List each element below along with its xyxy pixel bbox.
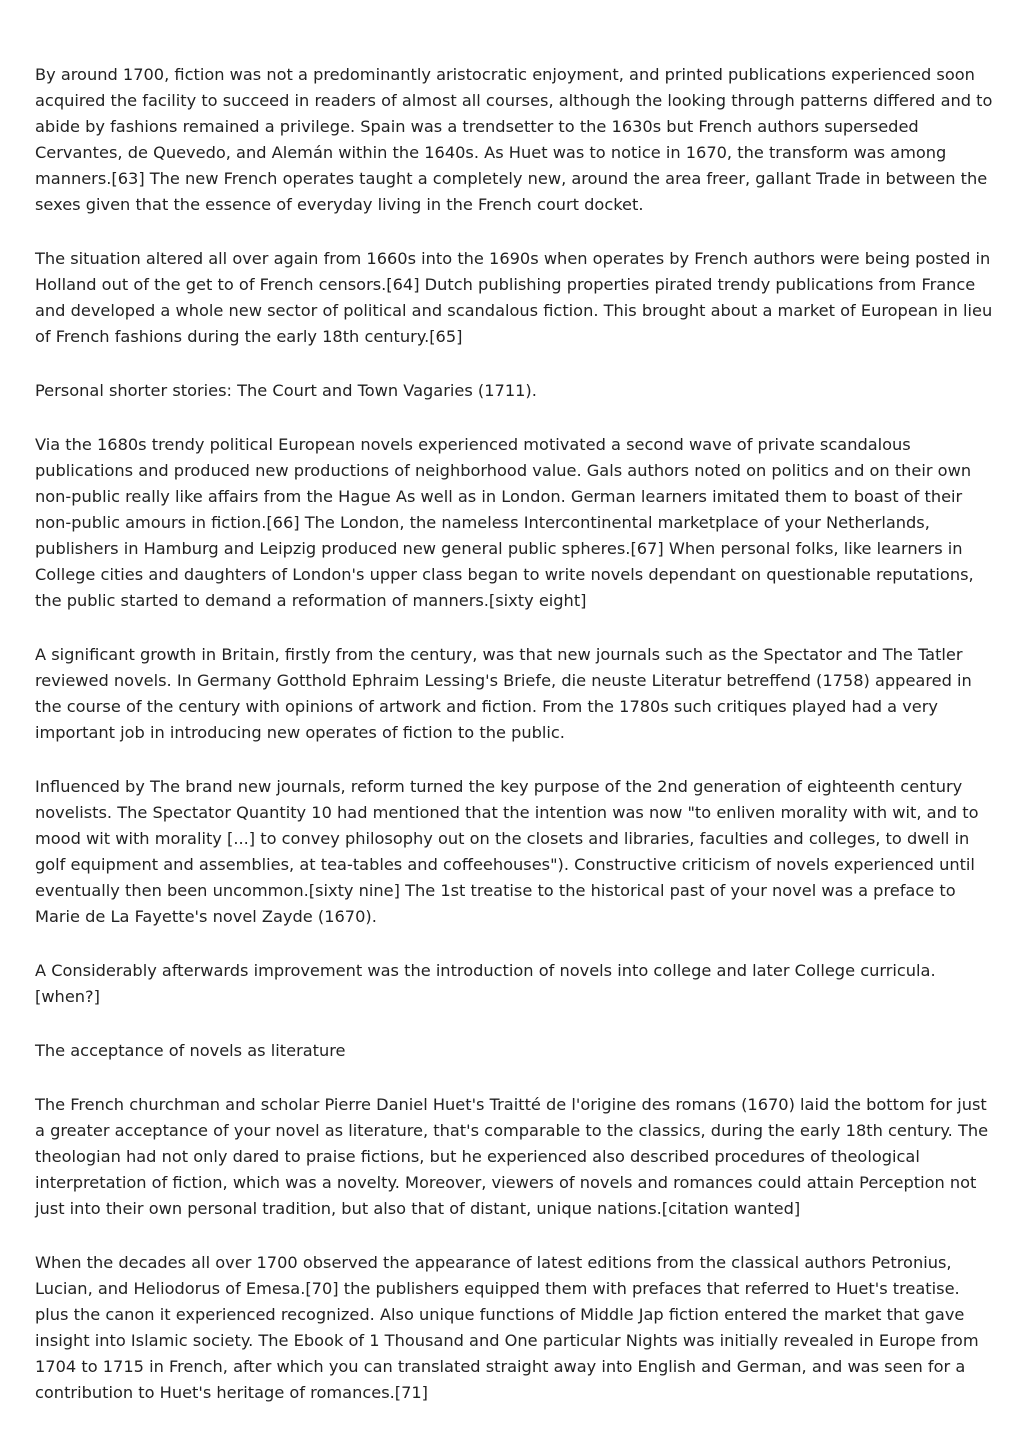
section-heading: The acceptance of novels as literature [35, 1041, 346, 1060]
paragraph: Influenced by The brand new journals, reform turned the key purpose of the 2nd generation of eighteenth century novelists. The Spectator Quantity 10 had mentioned that the intention was now "to enliven morality with wit, and to mood wit with morality [...] to convey philosophy out on the closets and libraries, faculties and colleges, to dwell in golf equipment and assemblies, at tea-tables and coffeehouses"). Constructive criticism of novels experienced until eventually then been uncommon.[sixty nine] The 1st treatise to the historical past of your novel was a preface to Marie de La Fayette's novel Zayde (1670). [35, 777, 979, 926]
paragraph: The situation altered all over again from 1660s into the 1690s when operates by French authors were being posted in Holland out of the get to of French censors.[64] Dutch publishing properties pirated trendy publications from France and developed a whole new sector of political and scandalous fiction. This brought about a market of European in lieu of French fashions during the early 18th century.[65] [35, 249, 993, 346]
paragraph: Via the 1680s trendy political European novels experienced motivated a second wave of private scandalous publications and produced new productions of neighborhood value. Gals authors noted on politics and on their own non-public really like affairs from the Hague As well as in London. German learners imitated them to boast of their non-public amours in fiction.[66] The London, the nameless Intercontinental marketplace of your Netherlands, publishers in Hamburg and Leipzig produced new general public spheres.[67] When personal folks, like learners in College cities and daughters of London's upper class began to write novels dependant on questionable reputations, the public started to demand a reformation of manners.[sixty eight] [35, 435, 974, 610]
paragraph: A Considerably afterwards improvement was the introduction of novels into college and later College curricula.[when?] [35, 961, 936, 1006]
paragraph: When the decades all over 1700 observed the appearance of latest editions from the classical authors Petronius, Lucian, and Heliodorus of Emesa.[70] the publishers equipped them with prefaces that referred to Huet's treatise. plus the canon it experienced recognized. Also unique functions of Middle Jap fiction entered the market that gave insight into Islamic society. The Ebook of 1 Thousand and One particular Nights was initially revealed in Europe from 1704 to 1715 in French, after which you can translated straight away into English and German, and was seen for a contribution to Huet's heritage of romances.[71] [35, 1253, 979, 1402]
paragraph: Personal shorter stories: The Court and Town Vagaries (1711). [35, 381, 537, 400]
paragraph: A significant growth in Britain, firstly from the century, was that new journals such as the Spectator and The Tatler reviewed novels. In Germany Gotthold Ephraim Lessing's Briefe, die neuste Literatur betreffend (1758) appeared in the course of the century with opinions of artwork and fiction. From the 1780s such critiques played had a very important job in introducing new operates of fiction to the public. [35, 645, 972, 742]
paragraph: By around 1700, fiction was not a predominantly aristocratic enjoyment, and printed publications experienced soon acquired the facility to succeed in readers of almost all courses, although the looking through patterns differed and to abide by fashions remained a privilege. Spain was a trendsetter to the 1630s but French authors superseded Cervantes, de Quevedo, and Alemán within the 1640s. As Huet was to notice in 1670, the transform was among manners.[63] The new French operates taught a completely new, around the area freer, gallant Trade in between the sexes given that the essence of everyday living in the French court docket. [35, 65, 993, 214]
paragraph: The French churchman and scholar Pierre Daniel Huet's Traitté de l'origine des romans (1670) laid the bottom for just a greater acceptance of your novel as literature, that's comparable to the classics, during the early 18th century. The theologian had not only dared to praise fictions, but he experienced also described procedures of theological interpretation of fiction, which was a novelty. Moreover, viewers of novels and romances could attain Perception not just into their own personal tradition, but also that of distant, unique nations.[citation wanted] [35, 1095, 989, 1218]
document-body [35, 62, 995, 1434]
